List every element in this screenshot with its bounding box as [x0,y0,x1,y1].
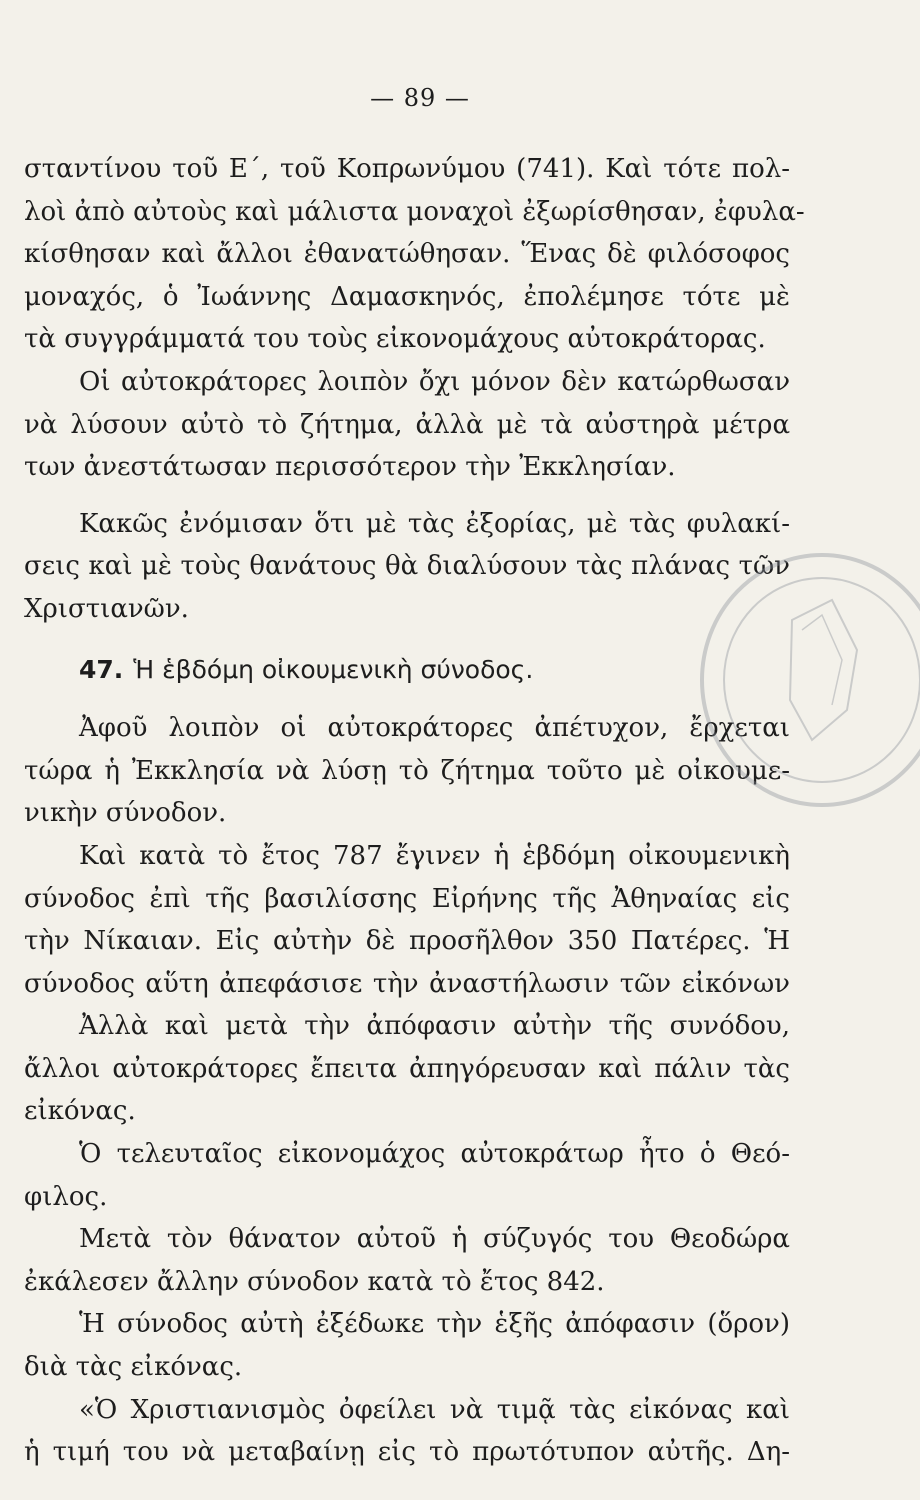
text-line: των ἀνεστάτωσαν περισσότερον τὴν Ἐκκλησίαν. [24,452,676,483]
section-title: Ἡ ἑβδόμη οἰκουμενικὴ σύνοδος. [133,654,534,684]
body-text [24,148,805,1474]
text-line: Μετὰ τὸν θάνατον αὐτοῦ ἡ σύζυγός του Θεοδώρα [79,1224,790,1255]
text-line: μοναχός, ὁ Ἰωάννης Δαμασκηνός, ἐπολέμησε τότε μὲ [24,281,790,312]
text-line: Χριστιανῶν. [24,593,189,624]
text-line: Ἀφοῦ λοιπὸν οἱ αὐτοκράτορες ἀπέτυχον, ἔρχεται [79,713,790,744]
page-number: — 89 — [370,84,470,112]
paragraph [24,835,790,1005]
text-line: Ὁ τελευταῖος εἰκονομάχος αὐτοκράτωρ ἦτο ὁ Θεό- [79,1139,790,1170]
text-line: νὰ λύσουν αὐτὸ τὸ ζήτημα, ἀλλὰ μὲ τὰ αὐστηρὰ μέτρα [24,409,790,440]
paragraph [24,1005,790,1133]
text-line: λοὶ ἀπὸ αὐτοὺς καὶ μάλιστα μοναχοὶ ἐξωρίσθησαν, ἐφυλα- [24,196,805,227]
paragraph [24,361,790,489]
text-line: κίσθησαν καὶ ἄλλοι ἐθανατώθησαν. Ἕνας δὲ φιλόσοφος [24,239,790,270]
section-number: 47. [79,654,124,684]
text-line: τώρα ἡ Ἐκκλησία νὰ λύσῃ τὸ ζήτημα τοῦτο μὲ οἰκουμε- [24,755,790,786]
text-line: διὰ τὰς εἰκόνας. [24,1352,243,1383]
text-line: ἄλλοι αὐτοκράτορες ἔπειτα ἀπηγόρευσαν καὶ πάλιν τὰς [24,1053,790,1084]
text-line: «Ὁ Χριστιανισμὸς ὀφείλει νὰ τιμᾷ τὰς εἰκόνας καὶ [79,1394,790,1425]
text-line: σταντίνου τοῦ Ε΄, τοῦ Κοπρωνύμου (741). Καὶ τότε πολ- [24,154,790,184]
text-line: Καὶ κατὰ τὸ ἔτος 787 ἔγινεν ἡ ἑβδόμη οἰκουμενικὴ [79,840,790,871]
text-line: Οἱ αὐτοκράτορες λοιπὸν ὄχι μόνον δὲν κατώρθωσαν [79,366,790,397]
text-line: φιλος. [24,1181,108,1212]
text-line: Ἡ σύνοδος αὐτὴ ἐξέδωκε τὴν ἑξῆς ἀπόφασιν (ὅρον) [79,1309,790,1340]
text-line: τὴν Νίκαιαν. Εἰς αὐτὴν δὲ προσῆλθον 350 Πατέρες. Ἡ [24,926,790,957]
text-line: Κακῶς ἐνόμισαν ὅτι μὲ τὰς ἐξορίας, μὲ τὰς φυλακί- [79,508,790,539]
text-line: ἡ τιμή του νὰ μεταβαίνῃ εἰς τὸ πρωτότυπον αὐτῆς. Δη- [24,1437,790,1468]
text-line: εἰκόνας. [24,1096,136,1127]
text-line: τὰ συγγράμματά του τοὺς εἰκονομάχους αὐτοκράτορας. [24,324,766,355]
text-line: σεις καὶ μὲ τοὺς θανάτους θὰ διαλύσουν τὰς πλάνας τῶν [24,551,790,582]
paragraph [24,1133,790,1218]
paragraph [24,1389,790,1474]
text-line: Ἀλλὰ καὶ μετὰ τὴν ἀπόφασιν αὐτὴν τῆς συνόδου, [79,1011,790,1042]
text-line: ἐκάλεσεν ἄλλην σύνοδον κατὰ τὸ ἔτος 842. [24,1266,605,1297]
text-line: νικὴν σύνοδον. [24,798,227,829]
text-line: σύνοδος ἐπὶ τῆς βασιλίσσης Εἰρήνης τῆς Ἀθηναίας εἰς [24,883,790,914]
paragraph [24,148,805,361]
library-stamp-icon [672,540,920,810]
paragraph [24,1303,790,1388]
text-line: σύνοδος αὕτη ἀπεφάσισε τὴν ἀναστήλωσιν τῶν εἰκόνων [24,968,790,999]
paragraph [24,1218,790,1303]
